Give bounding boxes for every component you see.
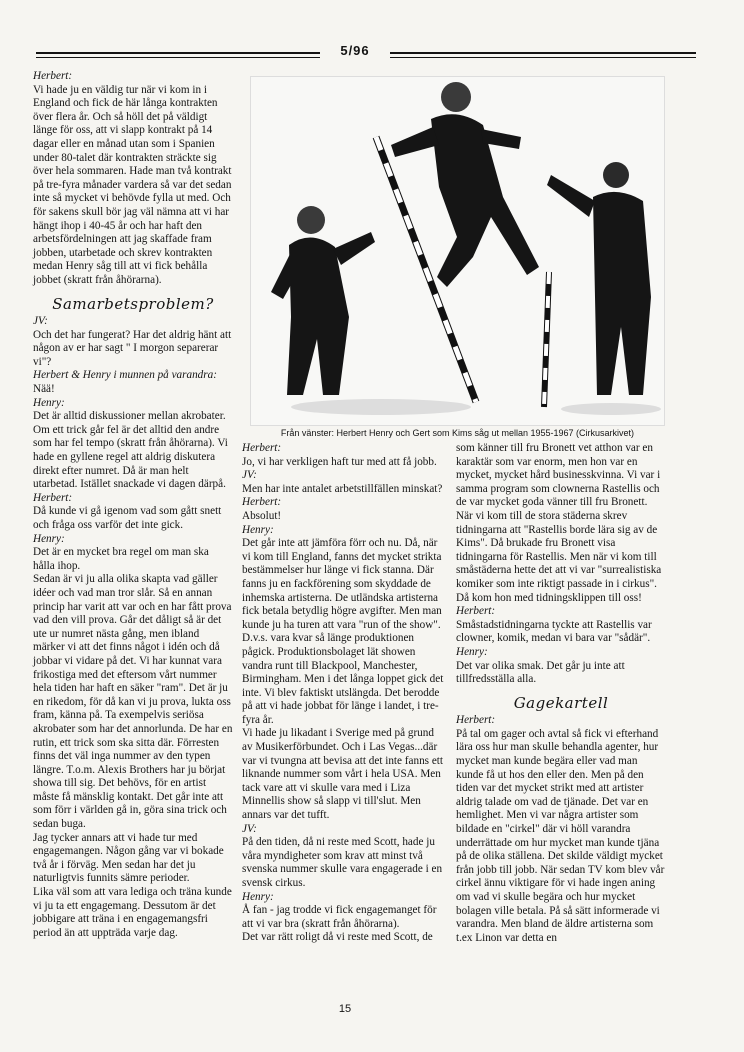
column-1 <box>33 70 233 940</box>
paragraph: Det går inte att jämföra förr och nu. Då, när vi kom till England, fanns det mycket strikta bestämmelser hur länge vi fick stanna. Där fanns ju en fackförening som skyddade de inhemska artisterna. De utländska artisterna fick betala betydlig högre avgifter. Men man kunde ju ha turen att vara "run of the show". D.v.s. vara kvar så länge produktionen pågick. Produktionsbolaget lät showen vandra runt till Blackpool, Manchester, Birmingham. Men i det långa loppet gick det inte. Vi blev faktiskt utslängda. Det berodde på att vi hade jobbat för länge i landet, i tre-fyra år. <box>242 537 444 726</box>
paragraph: På tal om gager och avtal så fick vi efterhand lära oss hur man skulle behandla agenter, hur mycket man kunde begära eller vad man kunde få ut hos den eller den. Men på den tiden var det mycket strikt med att artister aldrig talade om vad de tjänade. Det var en hemlighet. Men vi var några artister som bildade en "cirkel" där vi höll varandra underrättade om hur mycket man kunde tjäna på de olika ställena. Det skilde väldigt mycket från jobb till jobb. När sedan TV kom blev vår cirkel ännu viktigare för vi hade ingen aning om vad vi skulle begära och hur mycket bolagen ville betala. På så sätt informerade vi varandra. Men bland de äldre artisterna som t.ex Linon var detta en <box>456 727 665 944</box>
paragraph: Då kunde vi gå igenom vad som gått snett och fråga oss varför det inte gick. <box>33 505 222 531</box>
speaker-label: Henry: <box>242 523 274 536</box>
speaker-label: JV: <box>33 315 48 328</box>
speaker-label: Herbert: <box>456 605 496 618</box>
paragraph: Jo, vi har verkligen haft tur med att få jobb. <box>242 455 437 468</box>
paragraph: Och det har fungerat? Har det aldrig hänt att någon av er har sagt " I morgon separerar vi"? <box>33 328 232 368</box>
paragraph: Det var rätt roligt då vi reste med Scott, de <box>242 931 433 944</box>
speaker-label: JV: <box>242 469 257 482</box>
paragraph: Det var olika smak. Det går ju inte att tillfredsställa alla. <box>456 659 625 686</box>
paragraph: Sedan är vi ju alla olika skapta vad gäller idéer och vad man tror slår. Så en annan princip har varit att var och en har fått prova vad den vill prova. Går det dåligt så är det ute ur numret nästa gång, men ibland märker vi att det finns något i idén och då jobbar vi vidare på det. Vi har kunnat vara frikostiga med det eftersom vårt nummer hela tiden har haft en säker "ram". Det är ju en rikedom, för då kan vi ju prova, lukta oss fram, känna på. Ta exempelvis seriösa akrobater som har det annorlunda. De har en rutin, ett trick som ska sitta där. Förresten finns det väl inga nummer av den typen längre. T.o.m. Alexis Brothers har ju börjat showa till sig. Det behövs, för en artist måste få mänsklig kontakt. Det går inte att som förr i världen gå in, göra sina trick och sedan buga. <box>33 573 233 831</box>
paragraph: som känner till fru Bronett vet atthon var en karaktär som var enorm, men hon var en mycket, mycket hård businesskvinna. Vi var i samma program som clownerna Rastellis och de var mycket goda vänner till fru Bronett. När vi kom till de stora städerna skrev tidningarna att "Rastellis borde lära sig av de Kims". Då brukade fru Bronett visa tidningarna för Rastellis. Men när vi kom till småstäderna hette det att vi var "surrealistiska komiker som inte riktigt passade in i cirkus". Då kom hon med tidningsklippen till oss! <box>456 442 662 604</box>
paragraph: På den tiden, då ni reste med Scott, hade ju våra myndigheter som krav att minst två svenska nummer skulle vara engagerade i en svensk cirkus. <box>242 836 443 889</box>
speaker-label: Herbert: <box>456 714 496 727</box>
paragraph: Jag tycker annars att vi hade tur med engagemangen. Någon gång var vi bokade två år i förväg. Men sedan har det ju naturligtvis funnits sämre perioder. <box>33 831 224 885</box>
paragraph: Nää! <box>33 383 55 396</box>
paragraph: Lika väl som att vara lediga och träna kunde vi ju ta ett engagemang. Dessutom är det jobbigare att träna i en engagemangsfri period än att uppträda varje dag. <box>33 886 232 939</box>
photo-acrobats <box>250 76 665 426</box>
column-2 <box>242 442 446 945</box>
column-3 <box>456 442 666 945</box>
speaker-label: Herbert: <box>33 491 73 504</box>
paragraph: Det är en mycket bra regel om man ska hålla ihop. <box>33 546 209 572</box>
page-number: 15 <box>338 1003 352 1015</box>
section-heading: Samarbetsproblem? <box>52 294 214 313</box>
speaker-label: Henry: <box>456 645 488 658</box>
speaker-label: Henry: <box>33 532 65 545</box>
photo-caption: Från vänster: Herbert Henry och Gert som Kims såg ut mellan 1955-1967 (Cirkusarkivet) <box>280 428 635 438</box>
speaker-label: Herbert: <box>242 442 282 454</box>
speaker-label: Herbert: <box>33 70 73 82</box>
speaker-label: JV: <box>242 822 257 835</box>
paragraph: Absolut! <box>242 509 282 522</box>
section-heading: Gagekartell <box>513 693 609 712</box>
paragraph: Vi hade ju en väldig tur när vi kom in i England och fick de här långa kontrakten över flera år. Och så höll det på väldigt länge för oss, att vi slapp kontrakt på 14 dagar eller en månad utan som i Spanien under 80-talet där kontrakten sträckte sig över hela sommaren. Hade man två kontrakt på tre-fyra månader vardera så var det sedan inte så mycket vi behövde fylla ut med. Och för sakens skull bör jag väl nämna att vi har hängt ihop i 40-45 år och har haft den arbetsfördelningen att jag skaffade fram jobben, utarbetade och skrev kontrakten medan Henry såg till att vi fick behålla jobbet (skratt från åhörarna). <box>33 83 232 286</box>
paragraph: Men har inte antalet arbetstillfällen minskat? <box>242 482 443 495</box>
paragraph: Vi hade ju likadant i Sverige med på grund av Musikerförbundet. Och i Las Vegas...där var vi tvungna att bevisa att det inte fanns ett liknande nummer som vårt i hela USA. Men tack vare att vi skulle vara med i Liza Minnellis show så slapp vi till'slut. Men annars var det tufft. <box>242 727 444 822</box>
speaker-label: Henry: <box>242 890 274 903</box>
paragraph: Småstadstidningarna tyckte att Rastellis var clowner, komik, medan vi bara var "sådär". <box>456 618 652 645</box>
paragraph: Det är alltid diskussioner mellan akrobater. Om ett trick går fel är det alltid den andre som har fel tempo (skratt från åhörarna). Vi hade en gyllene regel att aldrig diskutera direkt efter numret. Då är man helt utarbetad. Istället snackade vi dagen därpå. <box>33 410 228 491</box>
speaker-label: Herbert: <box>242 496 282 509</box>
issue-number: 5/96 <box>320 44 390 58</box>
speaker-label: Henry: <box>33 396 65 409</box>
speaker-label: Herbert & Henry i munnen på varandra: <box>33 369 217 382</box>
paragraph: Å fan - jag trodde vi fick engagemanget för att vi var bra (skratt från åhörarna). <box>242 904 437 930</box>
photo-illustration <box>251 77 664 425</box>
